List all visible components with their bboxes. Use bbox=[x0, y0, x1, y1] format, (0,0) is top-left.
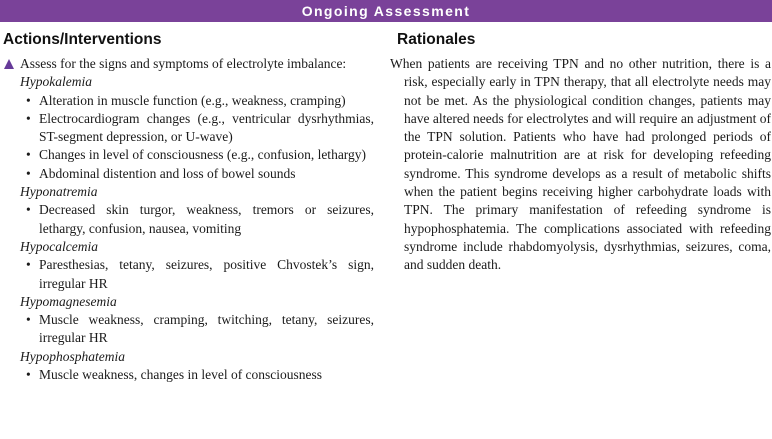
bullet-icon: • bbox=[26, 257, 31, 273]
rationale-paragraph: When patients are receiving TPN and no other nutrition, there is a risk, especially early in TPN therapy, that all electrolyte needs may not be met. As the physiological condition changes, patients may have altered needs for electrolytes and will require an adjustment of the TPN solution. Patients who have had prolonged periods of protein-calorie malnutrition are at risk for developing refeeding syndrome. This syndrome develops as a result of metabolic shifts when the patient begins receiving higher carbohydrate loads with TPN. The primary manifestation of refeeding syndrome is hypophosphatemia. The complications associated with refeeding syndrome include rhabdomyolysis, dysrhythmias, seizures, coma, and sudden death. bbox=[390, 56, 771, 273]
action-item-text: Assess for the signs and symptoms of electrolyte imbalance: bbox=[20, 56, 347, 71]
bullet-item bbox=[3, 110, 374, 147]
subheading-hypocalcemia: Hypocalcemia bbox=[20, 238, 98, 254]
subheading-hypokalemia: Hypokalemia bbox=[20, 74, 92, 90]
bullet-icon: • bbox=[26, 110, 31, 126]
bullet-text: Abdominal distention and loss of bowel sounds bbox=[39, 165, 296, 181]
subheading-hyponatremia: Hyponatremia bbox=[20, 184, 98, 200]
bullet-text: Electrocardiogram changes (e.g., ventricular dysrhythmias, ST-segment depression, or U-wave) bbox=[39, 110, 374, 145]
rationales-column bbox=[390, 55, 771, 275]
subheading-hypomagnesemia: Hypomagnesemia bbox=[20, 293, 117, 309]
bullet-item bbox=[3, 366, 374, 384]
column-heading-actions: Actions/Interventions bbox=[3, 31, 162, 48]
table-title-bar bbox=[0, 0, 772, 22]
bullet-text: Alteration in muscle function (e.g., weakness, cramping) bbox=[39, 92, 346, 108]
bullet-icon: • bbox=[26, 92, 31, 108]
action-item-assess bbox=[3, 55, 374, 73]
bullet-item bbox=[3, 165, 374, 183]
bullet-item bbox=[3, 256, 374, 293]
actions-column bbox=[3, 55, 374, 384]
bullet-text: Muscle weakness, cramping, twitching, tetany, seizures, irregular HR bbox=[39, 312, 374, 346]
bullet-icon: • bbox=[26, 367, 31, 383]
bullet-text: Paresthesias, tetany, seizures, positive Chvostek’s sign, irregular HR bbox=[39, 257, 374, 291]
bullet-icon: • bbox=[26, 147, 31, 163]
bullet-text: Changes in level of consciousness (e.g., confusion, lethargy) bbox=[39, 147, 367, 163]
subheading-hypophosphatemia: Hypophosphatemia bbox=[20, 348, 125, 364]
bullet-item bbox=[3, 146, 374, 164]
bullet-icon: • bbox=[26, 165, 31, 181]
bullet-item bbox=[3, 201, 374, 238]
bullet-item bbox=[3, 311, 374, 348]
bullet-icon: • bbox=[26, 202, 31, 218]
bullet-icon: • bbox=[26, 312, 31, 328]
column-heading-rationales: Rationales bbox=[397, 31, 476, 48]
bullet-item bbox=[3, 92, 374, 110]
bullet-text: Decreased skin turgor, weakness, tremors or seizures, lethargy, confusion, nausea, vomiting bbox=[39, 202, 374, 236]
triangle-bullet-icon bbox=[4, 59, 14, 69]
table-title: Ongoing Assessment bbox=[301, 3, 471, 19]
bullet-text: Muscle weakness, changes in level of consciousness bbox=[39, 367, 323, 383]
